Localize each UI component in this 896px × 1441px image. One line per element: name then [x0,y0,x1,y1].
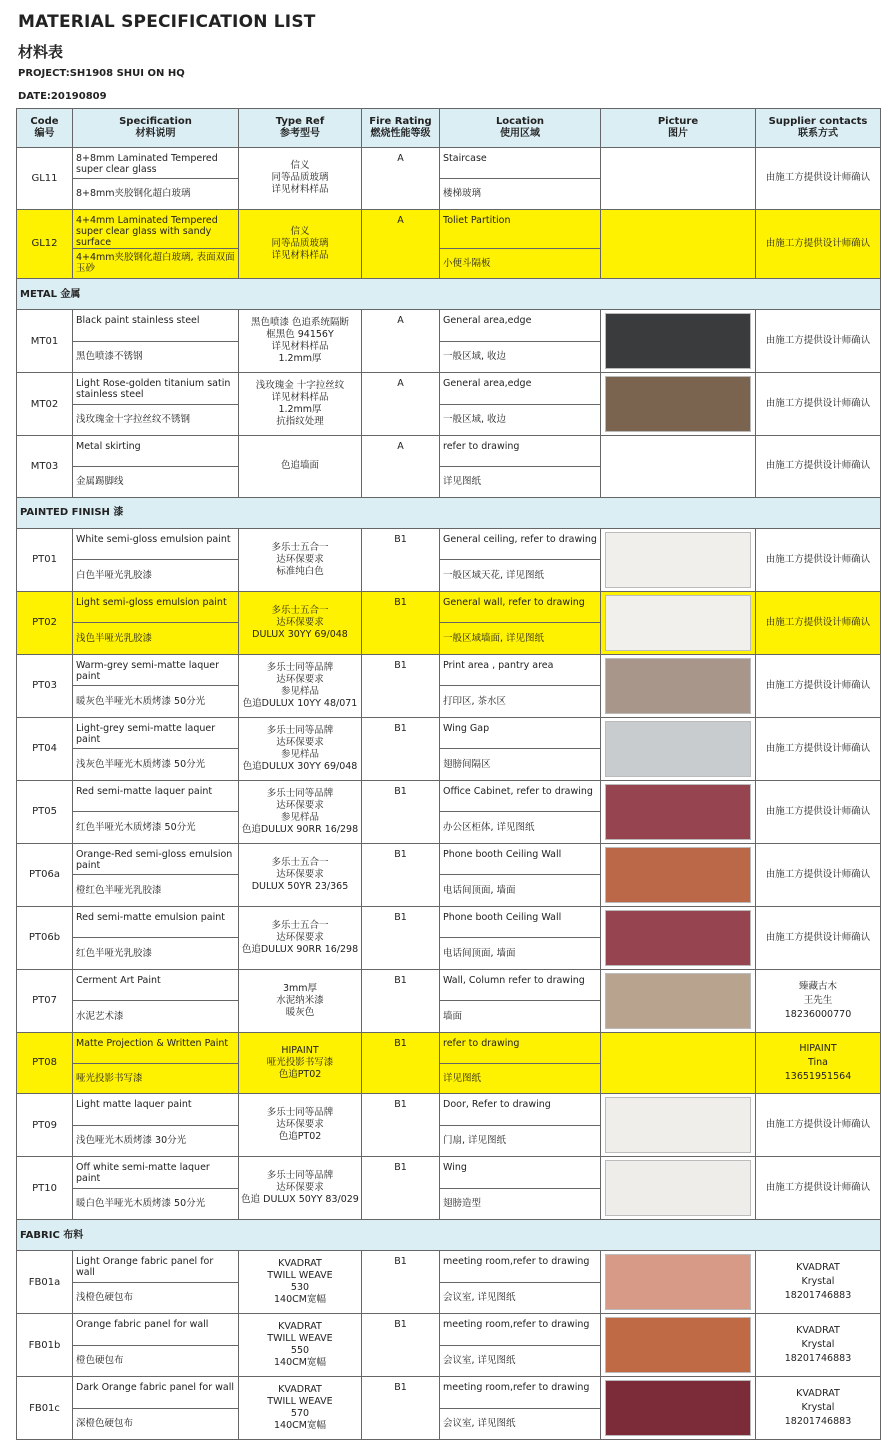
fire-rating: B1 [362,528,440,591]
fire-rating: B1 [362,1094,440,1157]
supplier-contact: KVADRAT Krystal 18201746883 [756,1314,881,1377]
spec-en: Black paint stainless steel [73,310,239,342]
spec-zh: 哑光投影书写漆 [73,1063,239,1094]
type-ref: 多乐士五合一 达环保要求 DULUX 50YR 23/365 [239,843,362,906]
material-code: MT02 [17,373,73,436]
spec-zh: 红色半哑光乳胶漆 [73,938,239,969]
location-en: General wall, refer to drawing [440,591,601,623]
col-typeref-header: Type Ref 参考型号 [239,109,362,148]
material-swatch [605,784,751,840]
table-row [17,1377,881,1409]
location-zh: 打印区, 茶水区 [440,686,601,717]
material-swatch [605,313,751,369]
type-ref: 黑色喷漆 色追系统隔断 框黑色 94156Y 详见材料样品 1.2mm厚 [239,310,362,373]
table-row [17,906,881,938]
picture-cell [601,1314,756,1377]
col-picture-header: Picture 图片 [601,109,756,148]
material-swatch [605,376,751,432]
type-ref: 多乐士五合一 达环保要求 色追DULUX 90RR 16/298 [239,906,362,969]
type-ref: 多乐士五合一 达环保要求 DULUX 30YY 69/048 [239,591,362,654]
picture-cell [601,1032,756,1094]
picture-cell [601,591,756,654]
material-swatch [605,1160,751,1216]
table-row [17,209,881,248]
spec-en: Light Rose-golden titanium satin stainless steel [73,373,239,405]
spec-zh: 浅灰色半哑光木质烤漆 50分光 [73,749,239,780]
fire-rating: A [362,209,440,279]
location-zh: 会议室, 详见图纸 [440,1345,601,1376]
fire-rating: B1 [362,591,440,654]
spec-zh: 金属踢脚线 [73,467,239,498]
location-en: Wall, Column refer to drawing [440,969,601,1001]
spec-en: Light semi-gloss emulsion paint [73,591,239,623]
material-code: FB01a [17,1251,73,1314]
material-table [16,108,880,1440]
table-row [17,717,881,749]
picture-cell [601,528,756,591]
page-title-zh: 材料表 [18,43,64,61]
location-en: Phone booth Ceiling Wall [440,906,601,938]
col-fire-header: Fire Rating 燃烧性能等级 [362,109,440,148]
location-zh: 楼梯玻璃 [440,179,601,210]
supplier-contact: KVADRAT Krystal 18201746883 [756,1251,881,1314]
type-ref: 多乐士同等品牌 达环保要求 色追 DULUX 50YY 83/029 [239,1157,362,1220]
spec-zh: 浅色哑光木质烤漆 30分光 [73,1125,239,1156]
spec-zh: 橙红色半哑光乳胶漆 [73,875,239,906]
location-zh: 小便斗隔板 [440,248,601,279]
spec-en: 4+4mm Laminated Tempered super clear glass with sandy surface [73,209,239,248]
table-row [17,1314,881,1346]
fire-rating: B1 [362,843,440,906]
supplier-contact: 由施工方提供设计师确认 [756,591,881,654]
supplier-contact: 由施工方提供设计师确认 [756,717,881,780]
material-swatch [605,910,751,966]
table-row [17,1094,881,1126]
location-zh: 翅膀间隔区 [440,749,601,780]
type-ref: HIPAINT 哑光投影书写漆 色追PT02 [239,1032,362,1094]
spec-en: Red semi-matte laquer paint [73,780,239,812]
picture-cell [601,1094,756,1157]
supplier-contact: 臻藏古木 王先生 18236000770 [756,969,881,1032]
section-row [17,1220,881,1251]
spec-en: 8+8mm Laminated Tempered super clear glass [73,148,239,179]
location-en: Office Cabinet, refer to drawing [440,780,601,812]
supplier-contact: 由施工方提供设计师确认 [756,1157,881,1220]
location-en: Wing Gap [440,717,601,749]
location-zh: 会议室, 详见图纸 [440,1282,601,1313]
spec-en: Light Orange fabric panel for wall [73,1251,239,1283]
location-en: meeting room,refer to drawing [440,1377,601,1409]
spec-zh: 暖白色半哑光木质烤漆 50分光 [73,1188,239,1219]
location-zh: 详见图纸 [440,1063,601,1094]
fire-rating: A [362,436,440,498]
supplier-contact: 由施工方提供设计师确认 [756,373,881,436]
material-code: MT03 [17,436,73,498]
material-swatch [605,973,751,1029]
type-ref: 多乐士同等品牌 达环保要求 参见样品 色追DULUX 30YY 69/048 [239,717,362,780]
supplier-contact: 由施工方提供设计师确认 [756,528,881,591]
location-en: refer to drawing [440,1032,601,1063]
spec-en: Off white semi-matte laquer paint [73,1157,239,1189]
location-en: Toliet Partition [440,209,601,248]
material-code: MT01 [17,310,73,373]
spec-en: Orange fabric panel for wall [73,1314,239,1346]
material-code: PT09 [17,1094,73,1157]
location-zh: 一般区域天花, 详见图纸 [440,560,601,591]
supplier-contact: 由施工方提供设计师确认 [756,436,881,498]
location-zh: 电话间顶面, 墙面 [440,938,601,969]
material-code: PT03 [17,654,73,717]
table-row [17,1032,881,1063]
spec-zh: 暖灰色半哑光木质烤漆 50分光 [73,686,239,717]
picture-cell [601,906,756,969]
section-title: METAL 金属 [17,279,881,310]
fire-rating: B1 [362,780,440,843]
picture-cell [601,436,756,498]
supplier-contact: 由施工方提供设计师确认 [756,148,881,210]
material-code: GL11 [17,148,73,210]
material-swatch [605,1254,751,1310]
supplier-contact: 由施工方提供设计师确认 [756,906,881,969]
location-en: General area,edge [440,373,601,405]
spec-en: Cerment Art Paint [73,969,239,1001]
fire-rating: A [362,310,440,373]
fire-rating: B1 [362,654,440,717]
spec-zh: 黑色喷漆不锈钢 [73,341,239,372]
picture-cell [601,843,756,906]
table-row [17,591,881,623]
picture-cell [601,310,756,373]
material-code: PT06a [17,843,73,906]
table-row [17,528,881,560]
spec-en: Light-grey semi-matte laquer paint [73,717,239,749]
spec-zh: 白色半哑光乳胶漆 [73,560,239,591]
fire-rating: B1 [362,1032,440,1094]
date-label: DATE:20190809 [18,91,107,102]
supplier-contact: 由施工方提供设计师确认 [756,780,881,843]
supplier-contact: HIPAINT Tina 13651951564 [756,1032,881,1094]
material-code: PT07 [17,969,73,1032]
material-swatch [605,595,751,651]
location-en: General ceiling, refer to drawing [440,528,601,560]
location-zh: 会议室, 详见图纸 [440,1408,601,1439]
col-code-header: Code 编号 [17,109,73,148]
spec-en: White semi-gloss emulsion paint [73,528,239,560]
fire-rating: A [362,373,440,436]
picture-cell [601,654,756,717]
section-row [17,279,881,310]
material-swatch [605,1380,751,1436]
page-title: MATERIAL SPECIFICATION LIST [18,12,316,32]
location-zh: 墙面 [440,1001,601,1032]
spec-zh: 深橙色硬包布 [73,1408,239,1439]
table-row [17,654,881,686]
type-ref: 多乐士五合一 达环保要求 标准纯白色 [239,528,362,591]
picture-cell [601,717,756,780]
table-row [17,780,881,812]
fire-rating: B1 [362,1251,440,1314]
table-row [17,148,881,179]
spec-en: Dark Orange fabric panel for wall [73,1377,239,1409]
material-code: PT08 [17,1032,73,1094]
picture-cell [601,373,756,436]
spec-en: Matte Projection & Written Paint [73,1032,239,1063]
spec-en: Warm-grey semi-matte laquer paint [73,654,239,686]
fire-rating: B1 [362,1377,440,1440]
picture-cell [601,209,756,279]
type-ref: 多乐士同等品牌 达环保要求 参见样品 色追DULUX 90RR 16/298 [239,780,362,843]
location-zh: 一般区域, 收边 [440,404,601,435]
fire-rating: A [362,148,440,210]
table-row [17,373,881,405]
supplier-contact: 由施工方提供设计师确认 [756,310,881,373]
location-zh: 一般区域墙面, 详见图纸 [440,623,601,654]
table-row [17,843,881,875]
material-code: PT01 [17,528,73,591]
section-title: FABRIC 布料 [17,1220,881,1251]
material-swatch [605,721,751,777]
spec-zh: 水泥艺术漆 [73,1001,239,1032]
location-en: Print area , pantry area [440,654,601,686]
material-code: PT02 [17,591,73,654]
type-ref: KVADRAT TWILL WEAVE 550 140CM宽幅 [239,1314,362,1377]
spec-zh: 红色半哑光木质烤漆 50分光 [73,812,239,843]
location-en: meeting room,refer to drawing [440,1314,601,1346]
location-zh: 详见图纸 [440,467,601,498]
location-en: refer to drawing [440,436,601,467]
supplier-contact: 由施工方提供设计师确认 [756,1094,881,1157]
table-row [17,310,881,342]
spec-zh: 浅橙色硬包布 [73,1282,239,1313]
fire-rating: B1 [362,906,440,969]
table-row [17,1157,881,1189]
spec-zh: 浅玫瑰金十字拉丝纹不锈钢 [73,404,239,435]
location-en: General area,edge [440,310,601,342]
picture-cell [601,1251,756,1314]
type-ref: 浅玫瑰金 十字拉丝纹 详见材料样品 1.2mm厚 抗指纹处理 [239,373,362,436]
spec-zh: 橙色硬包布 [73,1345,239,1376]
location-zh: 门扇, 详见图纸 [440,1125,601,1156]
material-code: PT05 [17,780,73,843]
location-en: meeting room,refer to drawing [440,1251,601,1283]
supplier-contact: 由施工方提供设计师确认 [756,843,881,906]
type-ref: 多乐士同等品牌 达环保要求 色追PT02 [239,1094,362,1157]
material-code: FB01c [17,1377,73,1440]
supplier-contact: 由施工方提供设计师确认 [756,209,881,279]
fire-rating: B1 [362,969,440,1032]
project-label: PROJECT:SH1908 SHUI ON HQ [18,68,185,79]
location-zh: 电话间顶面, 墙面 [440,875,601,906]
location-zh: 办公区柜体, 详见图纸 [440,812,601,843]
spec-zh: 4+4mm夹胶钢化超白玻璃, 表面双面玉砂 [73,248,239,279]
fire-rating: B1 [362,717,440,780]
location-zh: 翅膀造型 [440,1188,601,1219]
spec-en: Orange-Red semi-gloss emulsion paint [73,843,239,875]
location-en: Door, Refer to drawing [440,1094,601,1126]
type-ref: 多乐士同等品牌 达环保要求 参见样品 色追DULUX 10YY 48/071 [239,654,362,717]
table-header-row [17,109,881,148]
location-en: Wing [440,1157,601,1189]
col-spec-header: Specification 材料说明 [73,109,239,148]
material-code: FB01b [17,1314,73,1377]
material-code: PT10 [17,1157,73,1220]
material-code: GL12 [17,209,73,279]
material-swatch [605,847,751,903]
material-swatch [605,1317,751,1373]
table-row [17,1251,881,1283]
spec-en: Light matte laquer paint [73,1094,239,1126]
picture-cell [601,780,756,843]
picture-cell [601,148,756,210]
picture-cell [601,1157,756,1220]
spec-zh: 8+8mm夹胶钢化超白玻璃 [73,179,239,210]
location-en: Phone booth Ceiling Wall [440,843,601,875]
material-swatch [605,658,751,714]
material-code: PT06b [17,906,73,969]
type-ref: 色追墙面 [239,436,362,498]
spec-en: Red semi-matte emulsion paint [73,906,239,938]
location-en: Staircase [440,148,601,179]
spec-zh: 浅色半哑光乳胶漆 [73,623,239,654]
table-row [17,436,881,467]
material-code: PT04 [17,717,73,780]
type-ref: 信义 同等品质玻璃 详见材料样品 [239,209,362,279]
material-swatch [605,532,751,588]
supplier-contact: 由施工方提供设计师确认 [756,654,881,717]
supplier-contact: KVADRAT Krystal 18201746883 [756,1377,881,1440]
type-ref: 3mm厚 水泥纳米漆 暖灰色 [239,969,362,1032]
type-ref: 信义 同等品质玻璃 详见材料样品 [239,148,362,210]
section-row [17,497,881,528]
spec-en: Metal skirting [73,436,239,467]
type-ref: KVADRAT TWILL WEAVE 530 140CM宽幅 [239,1251,362,1314]
fire-rating: B1 [362,1157,440,1220]
fire-rating: B1 [362,1314,440,1377]
col-supplier-header: Supplier contacts 联系方式 [756,109,881,148]
section-title: PAINTED FINISH 漆 [17,497,881,528]
material-swatch [605,1097,751,1153]
col-location-header: Location 使用区域 [440,109,601,148]
type-ref: KVADRAT TWILL WEAVE 570 140CM宽幅 [239,1377,362,1440]
picture-cell [601,1377,756,1440]
table-row [17,969,881,1001]
picture-cell [601,969,756,1032]
location-zh: 一般区域, 收边 [440,341,601,372]
